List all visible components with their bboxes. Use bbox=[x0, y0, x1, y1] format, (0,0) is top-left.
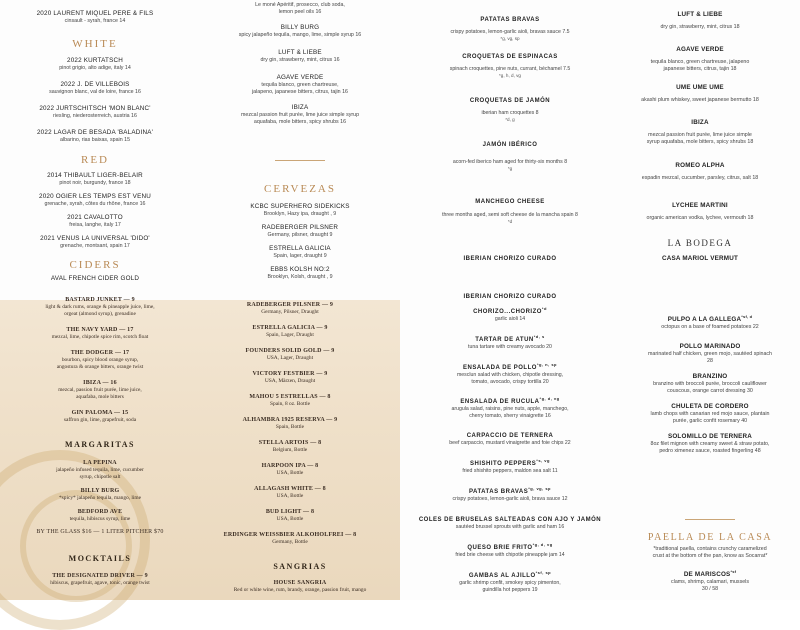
main-desc: 8oz filet mignon with creamy sweet & straw potato, bbox=[650, 441, 770, 448]
tapas-name: IBERIAN CHORIZO CURADO bbox=[463, 294, 557, 300]
tapas-desc: sautéed brussel sprouts with garlic and ham 16 bbox=[455, 524, 565, 530]
beer-name: BUD LIGHT — 8 bbox=[265, 509, 315, 515]
tapas-desc: cherry tomato, sherry vinaigrette 16 bbox=[469, 413, 551, 419]
cervezas-heading: CERVEZAS bbox=[264, 183, 336, 195]
wine-item bbox=[0, 214, 190, 229]
by-glass-price: BY THE GLASS $16 — 1 LITER PITCHER $70 bbox=[36, 529, 164, 535]
wine-name: 2022 LAGAR DE BESADA 'BALADINA' bbox=[36, 129, 154, 136]
beer-name: HARPOON IPA — 8 bbox=[261, 463, 319, 469]
cocktail-desc: Le moné Apéritif, prosecco, club soda, bbox=[255, 2, 345, 8]
cocktail-item bbox=[200, 2, 400, 16]
cocktail-name: THE NAVY YARD — 17 bbox=[66, 327, 134, 333]
beer-name: ERDINGER WEISSBIER ALKOHOLFREI — 8 bbox=[223, 532, 357, 538]
cider-item bbox=[0, 275, 190, 283]
bodega-item bbox=[620, 255, 780, 263]
cocktail-item bbox=[620, 162, 780, 182]
beer-item bbox=[200, 393, 380, 408]
bodega-name: CASA MARIOL VERMUT bbox=[661, 255, 738, 262]
cocktail-name: IBIZA bbox=[691, 119, 709, 126]
cocktail-name: BILLY BURG bbox=[280, 24, 320, 31]
beer-desc: Spain, Lager, Draught bbox=[266, 332, 314, 338]
vintage-cocktail-panel bbox=[0, 297, 200, 600]
beer-desc: USA, Lager, Draught bbox=[266, 355, 314, 361]
tapas-item bbox=[400, 541, 620, 559]
tapas-item bbox=[400, 293, 620, 301]
tapas-desc: acorn-fed iberico ham aged for thirty-six months 8 bbox=[452, 159, 568, 165]
main-desc: 28 bbox=[707, 358, 713, 365]
beer-desc: Belgium, Bottle bbox=[272, 447, 308, 453]
tapas-item bbox=[400, 333, 620, 351]
beer-desc: Brooklyn, Hazy ipa, draught , 9 bbox=[263, 211, 337, 217]
tapas-item bbox=[400, 97, 620, 122]
tapas-item bbox=[400, 569, 620, 594]
beer-item bbox=[200, 203, 400, 218]
cocktail-name: IBIZA — 16 bbox=[83, 380, 117, 386]
cocktail-name: LYCHEE MARTINI bbox=[672, 202, 728, 209]
margarita-item bbox=[0, 508, 200, 523]
cocktail-item bbox=[200, 24, 400, 39]
main-name: CHULETA DE CORDERO bbox=[671, 403, 749, 411]
tapas-item bbox=[400, 395, 620, 420]
wine-name: 2021 CAVALOTTO bbox=[67, 214, 123, 221]
la-bodega-heading: LA BODEGA bbox=[667, 238, 733, 248]
margarita-item bbox=[0, 459, 200, 481]
cocktail-desc: angostura & orange bitters, orange twist bbox=[56, 364, 144, 370]
cocktail-desc: aquafaba, mole bitters bbox=[76, 394, 124, 400]
red-heading: RED bbox=[81, 154, 109, 166]
wine-desc: riesling, niederosterreich, austria 16 bbox=[53, 113, 137, 119]
beer-item bbox=[200, 439, 380, 454]
allergen-codes: *sf, d bbox=[741, 314, 753, 319]
main-desc: marinated half chicken, green mojo, sautéed spinach bbox=[648, 351, 772, 358]
beer-name: STELLA ARTOIS — 8 bbox=[258, 440, 322, 446]
margarita-name: BEDFORD AVE bbox=[77, 509, 123, 515]
tapas-item bbox=[400, 513, 620, 531]
allergen-codes: *g bbox=[507, 166, 513, 171]
sangria-item bbox=[200, 579, 400, 594]
paella-desc: clams, shrimp, calamari, mussels bbox=[671, 579, 749, 586]
cocktail-item bbox=[620, 119, 780, 146]
beer-name: KCBC SUPERHERO SIDEKICKS bbox=[250, 203, 350, 210]
mains-paella-panel bbox=[620, 300, 800, 600]
tapas-item bbox=[400, 255, 620, 263]
cocktail-desc: mezcal, lime, chipotle spice rim, scotch float bbox=[51, 334, 149, 340]
wine-name: 2020 OGIER LES TEMPS EST VENU bbox=[39, 193, 151, 200]
tapas-panel bbox=[400, 0, 620, 300]
allergen-codes: *g, d, vg bbox=[539, 396, 560, 401]
cocktail-item bbox=[200, 74, 400, 96]
main-desc: purée, garlic confit rosemary 40 bbox=[672, 418, 748, 425]
beer-item bbox=[200, 266, 400, 281]
ornament-divider bbox=[275, 160, 325, 161]
beer-desc: Spain, 8 oz. Bottle bbox=[270, 401, 310, 407]
cocktail-desc: aquafaba, mole bitters, spicy shrubs 16 bbox=[253, 119, 347, 125]
tapas-desc: arugula salad, raisins, pine nuts, apple, manchego, bbox=[451, 406, 569, 412]
tapas-desc: fried shishito peppers, maldon sea salt 11 bbox=[462, 468, 558, 474]
ornament-divider bbox=[685, 519, 735, 520]
sangria-name: HOUSE SANGRIA bbox=[273, 580, 327, 586]
allergen-codes: *g, h, d, vg bbox=[499, 73, 521, 78]
wine-desc: albarino, rias baixas, spain 15 bbox=[59, 137, 131, 143]
beer-item bbox=[200, 416, 380, 431]
mocktail-item bbox=[0, 572, 200, 587]
tapas-name: IBERIAN CHORIZO CURADO bbox=[463, 256, 557, 262]
cocktail-name: GIN PALOMA — 15 bbox=[71, 410, 129, 416]
wine-item bbox=[0, 57, 190, 72]
tapas-item bbox=[400, 429, 620, 447]
tapas-desc: garlic shrimp confit, smokey spicy pimenton, bbox=[459, 580, 561, 586]
wine-desc: pinot noir, burgundy, france 18 bbox=[59, 180, 131, 186]
tapas-name: PATATAS BRAVAS bbox=[469, 489, 529, 495]
tapas-name: CARPACCIO DE TERNERA bbox=[466, 433, 554, 439]
cocktail-desc: mezcal, passion fruit purée, lime juice, bbox=[58, 387, 142, 393]
cocktail-name: UME UME UME bbox=[676, 84, 724, 91]
cocktail-name: BASTARD JUNKET — 9 bbox=[65, 297, 135, 303]
main-item bbox=[620, 343, 800, 365]
main-item bbox=[620, 313, 800, 331]
cocktail-name: AGAVE VERDE bbox=[676, 46, 724, 53]
margarita-desc: syrup, chipotle salt bbox=[79, 474, 121, 480]
tapas-desc: three months aged, semi soft cheese de la mancha spain 8 bbox=[442, 212, 578, 218]
wine-desc: freisa, langhe, italy 17 bbox=[69, 222, 121, 228]
beer-item bbox=[200, 224, 400, 239]
wine-desc: pinot grigio, alto adige, italy 14 bbox=[59, 65, 131, 71]
tapas-desc: spinach croquettes, pine nuts, currant, béchamel 7.5 bbox=[449, 66, 571, 72]
cocktail-desc: bourbon, spicy blood orange syrup, bbox=[61, 357, 139, 363]
tapas-item bbox=[400, 141, 620, 171]
wine-name: 2022 J. DE VILLEBOIS bbox=[60, 81, 130, 88]
cocktail-desc: syrup aquafaba, mole bitters, spicy shrubs 18 bbox=[646, 139, 754, 145]
beer-desc: Brooklyn, Kolsh, draught , 9 bbox=[267, 274, 333, 280]
main-desc: branzino with broccoli purée, broccoli cauliflower bbox=[653, 381, 767, 388]
tapas-item bbox=[400, 485, 620, 503]
tapas-name: CROQUETAS DE ESPINACAS bbox=[462, 54, 558, 60]
beer-desc: USA, Bottle bbox=[276, 493, 304, 499]
tapas-name: CROQUETAS DE JAMÓN bbox=[469, 98, 551, 104]
wine-item bbox=[0, 235, 190, 250]
tapas-name: TARTAR DE ATUN bbox=[475, 337, 534, 343]
allergen-codes: *g, vg, sp bbox=[528, 486, 551, 491]
beer-desc: Spain, lager, draught 9 bbox=[273, 253, 327, 259]
tapas-name: PATATAS BRAVAS bbox=[480, 17, 540, 23]
cocktail-desc: light & dark rums, orange & pineapple juice, lime, bbox=[45, 304, 155, 310]
allergen-codes: *g, n, sp bbox=[536, 362, 557, 367]
cocktail-item bbox=[620, 11, 780, 31]
beer-item bbox=[200, 370, 380, 385]
allergen-codes: *d, g bbox=[505, 117, 515, 122]
tapas-name: ENSALADA DE RUCULA bbox=[460, 399, 540, 405]
cocktail-item bbox=[0, 326, 200, 341]
allergen-codes: *g, vg, sp bbox=[500, 36, 520, 41]
beer-desc: USA, Märzen, Draught bbox=[264, 378, 316, 384]
tapas-desc: beef carpaccio, mustard vinaigrette and foie chips 22 bbox=[449, 440, 571, 446]
cocktail-desc: akashi plum whiskey, sweet japanese bermutto 18 bbox=[641, 97, 759, 103]
main-desc: octopus on a base of foamed potatoes 22 bbox=[661, 324, 759, 331]
margarita-desc: jalapeño infused tequila, lime, cucumber bbox=[56, 467, 144, 473]
tapas-item bbox=[400, 361, 620, 386]
paella-name: DE MARISCOS bbox=[683, 571, 731, 579]
beer-name: FOUNDERS SOLID GOLD — 9 bbox=[245, 348, 335, 354]
main-item bbox=[620, 373, 800, 395]
tapas-item bbox=[400, 198, 620, 224]
cocktail-item bbox=[200, 104, 400, 126]
wine-item bbox=[0, 105, 190, 120]
beer-name: EBBS KOLSH NO:2 bbox=[270, 266, 330, 273]
main-item bbox=[620, 433, 800, 455]
cocktail-beer-panel bbox=[200, 0, 400, 300]
cocktail-desc: dry gin, strawberry, mint, citrus 16 bbox=[260, 57, 340, 63]
allergen-codes: *d bbox=[541, 306, 547, 311]
allergen-codes: *d bbox=[507, 219, 513, 224]
vintage-beer-panel bbox=[200, 300, 400, 600]
paella-note: crust at the bottom of the pan, know as Socarrat* bbox=[652, 553, 768, 559]
beer-item bbox=[200, 347, 380, 362]
tapas-name: ENSALADA DE POLLO bbox=[462, 365, 537, 371]
tapas-desc: iberian ham croquettes 8 bbox=[481, 110, 539, 116]
beer-name: ALLAGASH WHITE — 8 bbox=[254, 486, 326, 492]
tapas-desc: garlic aioli 14 bbox=[494, 316, 526, 322]
cocktail-item bbox=[620, 84, 780, 104]
pitcher-pricing bbox=[0, 528, 200, 536]
cocktail-desc: organic american vodka, lychee, vermouth 18 bbox=[646, 215, 754, 221]
beer-desc: USA, Bottle bbox=[276, 516, 304, 522]
wine-menu-panel bbox=[0, 0, 200, 300]
tapas-name: JAMÓN IBÉRICO bbox=[482, 142, 538, 148]
main-name: BRANZINO bbox=[692, 373, 728, 381]
cocktail-name: AGAVE VERDE bbox=[276, 74, 324, 81]
cocktail-item bbox=[0, 349, 200, 371]
margarita-item bbox=[0, 487, 200, 502]
tapas-item bbox=[400, 16, 620, 41]
allergen-codes: *sf bbox=[730, 569, 737, 574]
margarita-name: BILLY BURG bbox=[80, 488, 120, 494]
mocktail-name: THE DESIGNATED DRIVER — 9 bbox=[52, 573, 148, 579]
main-name: SOLOMILLO DE TERNERA bbox=[667, 433, 753, 441]
tapas-desc: crispy potatoes, lemon-garlic aioli, bravas sauce 7.5 bbox=[450, 29, 570, 35]
wine-desc: grenache, montsant, spain 17 bbox=[60, 243, 130, 249]
tapas-name: MANCHEGO CHEESE bbox=[475, 199, 545, 205]
cocktail-name: LUFT & LIEBE bbox=[278, 49, 322, 56]
main-name: PULPO A LA GALLEGA bbox=[667, 316, 742, 324]
wine-desc: grenache, syrah, côtes du rhône, france 16 bbox=[44, 201, 146, 207]
tapas-desc: guindilla hot peppers 19 bbox=[482, 587, 538, 593]
margarita-desc: *spicy* jalapeño tequila, mango, lime bbox=[58, 495, 142, 501]
beer-name: MAHOU 5 ESTRELLAS — 8 bbox=[249, 394, 331, 400]
cocktail-desc: spicy jalapeño tequila, mango, lime, simple syrup 16 bbox=[238, 32, 362, 38]
tapas-desc: tomato, avocado, crispy tortilla 20 bbox=[471, 379, 549, 385]
cocktail-desc: saffron gin, lime, grapefruit, soda bbox=[63, 417, 137, 423]
cocktail-item bbox=[200, 49, 400, 64]
cocktails-bodega-panel bbox=[620, 0, 800, 300]
beer-name: RADEBERGER PILSNER bbox=[261, 224, 339, 231]
tapas-desc: crispy potatoes, lemon-garlic aioli, brava sauce 12 bbox=[452, 496, 568, 502]
main-name: POLLO MARINADO bbox=[679, 343, 741, 351]
beer-desc: Germany, pilsner, draught 9 bbox=[267, 232, 333, 238]
beer-name: ESTRELLA GALICIA — 9 bbox=[252, 325, 328, 331]
tapas-desc: tuna tartare with creamy avocado 20 bbox=[468, 344, 552, 350]
paella-note: *traditional paella, contains crunchy caramelized bbox=[653, 546, 767, 552]
main-item bbox=[620, 403, 800, 425]
cocktail-name: LUFT & LIEBE bbox=[677, 11, 723, 18]
mocktail-desc: hibiscus, grapefruit, agave, tonic, orange twist bbox=[50, 580, 150, 586]
beer-item bbox=[200, 324, 380, 339]
margarita-desc: tequila, hibiscus syrup, lime bbox=[69, 516, 131, 522]
beer-name: ALHAMBRA 1925 RESERVA — 9 bbox=[242, 417, 338, 423]
tapas-name: QUESO BRIE FRITO bbox=[467, 545, 533, 551]
mocktails-heading: MOCKTAILS bbox=[68, 554, 132, 563]
cocktail-item bbox=[0, 296, 200, 318]
tapas-desc: mesclun salad with chicken, chipotle dressing, bbox=[456, 372, 564, 378]
cocktail-name: IBIZA bbox=[291, 104, 309, 111]
cocktail-desc: orgeat (almond syrup), grenadine bbox=[64, 311, 136, 317]
paella-heading: PAELLA DE LA CASA bbox=[647, 532, 773, 543]
cocktail-item bbox=[620, 46, 780, 73]
wine-item bbox=[0, 10, 190, 25]
cocktail-item bbox=[0, 379, 200, 401]
wine-desc: cinsault - syrah, france 14 bbox=[64, 18, 126, 24]
main-desc: pedro ximenez sauce, roasted fingerling 48 bbox=[659, 448, 761, 455]
tapas-item bbox=[400, 53, 620, 78]
wine-name: 2014 THIBAULT LIGER-BELAIR bbox=[47, 172, 143, 179]
cocktail-desc: espadin mezcal, cucumber, parsley, citrus, salt 18 bbox=[641, 175, 759, 181]
wine-name: 2021 VENUS LA UNIVERSAL 'DIDO' bbox=[40, 235, 150, 242]
cocktail-item bbox=[0, 409, 200, 424]
cocktail-desc: dry gin, strawberry, mint, citrus 18 bbox=[660, 24, 740, 30]
margarita-name: LA PEPINA bbox=[83, 460, 117, 466]
tapas-item bbox=[400, 457, 620, 475]
beer-desc: Germany, Pilsner, Draught bbox=[261, 309, 319, 315]
cocktail-desc: lemon peel oils 16 bbox=[278, 9, 322, 15]
allergen-codes: *sf, sp bbox=[535, 570, 552, 575]
beer-name: ESTRELLA GALICIA bbox=[269, 245, 331, 252]
beer-item bbox=[200, 245, 400, 260]
allergen-codes: *s, vg bbox=[536, 458, 550, 463]
sangria-desc: Red or white wine, rum, brandy, orange, passion fruit, mango bbox=[233, 587, 367, 593]
beer-item bbox=[200, 301, 380, 316]
tapas-continued-panel bbox=[400, 294, 620, 600]
main-desc: lamb chops with canarian red mojo sauce, plantain bbox=[650, 411, 770, 418]
allergen-codes: *d, s bbox=[533, 334, 545, 339]
beer-desc: Germany, Bottle bbox=[272, 539, 308, 545]
ciders-heading: CIDERS bbox=[69, 259, 121, 271]
white-heading: WHITE bbox=[72, 38, 118, 50]
wine-item bbox=[0, 193, 190, 208]
beer-item bbox=[200, 531, 380, 546]
tapas-name: SHISHITO PEPPERS bbox=[470, 461, 537, 467]
wine-desc: sauvignon blanc, val de loire, france 16 bbox=[49, 89, 141, 95]
beer-desc: Spain, Bottle bbox=[275, 424, 305, 430]
beer-name: RADEBERGER PILSNER — 9 bbox=[246, 302, 334, 308]
wine-name: 2022 JURTSCHITSCH 'MON BLANC' bbox=[39, 105, 151, 112]
cocktail-desc: mezcal passion fruit purée, lime juice simple syrup bbox=[240, 112, 360, 118]
cocktail-item bbox=[620, 202, 780, 222]
cocktail-desc: jalapeno, japanese bitters, citrus, tajin 16 bbox=[252, 89, 348, 95]
beer-item bbox=[200, 462, 380, 477]
wine-item bbox=[0, 129, 190, 144]
cocktail-desc: tequila blanco, green chartreuse, bbox=[261, 82, 339, 88]
tapas-name: GAMBAS AL AJILLO bbox=[468, 573, 536, 579]
beer-item bbox=[200, 508, 380, 523]
cocktail-name: THE DODGER — 17 bbox=[70, 350, 130, 356]
beer-item bbox=[200, 485, 380, 500]
cider-name: AVAL FRENCH CIDER GOLD bbox=[50, 275, 140, 282]
beer-name: VICTORY FESTBIER — 9 bbox=[252, 371, 328, 377]
wine-name: 2022 KURTATSCH bbox=[67, 57, 123, 64]
main-desc: couscous, orange carrot dressing 30 bbox=[667, 388, 753, 395]
beer-desc: USA, Bottle bbox=[276, 470, 304, 476]
paella-item bbox=[620, 568, 800, 593]
tapas-name: COLES DE BRUSELAS SALTEADAS CON AJO Y JAMÓN bbox=[418, 517, 602, 523]
margaritas-heading: MARGARITAS bbox=[65, 440, 135, 449]
wine-item bbox=[0, 172, 190, 187]
tapas-desc: fried brie cheese with chipotle pineapple jam 14 bbox=[455, 552, 565, 558]
sangrias-heading: SANGRIAS bbox=[273, 562, 327, 571]
wine-name: 2020 LAURENT MIQUEL PERE & FILS bbox=[36, 10, 154, 17]
tapas-item bbox=[400, 305, 620, 323]
paella-price: 30 / 58 bbox=[701, 586, 719, 593]
wine-item bbox=[0, 81, 190, 96]
cocktail-desc: tequila blanco, green chartreuse, jalapeno bbox=[650, 59, 750, 65]
cocktail-desc: mezcal passion fruit purée, lime juice simple bbox=[648, 132, 752, 138]
allergen-codes: *g, d, vg bbox=[532, 542, 553, 547]
tapas-name: CHORIZO...CHORIZO bbox=[473, 309, 542, 315]
cocktail-desc: japanese bitters, citrus, tajin 18 bbox=[663, 66, 737, 72]
cocktail-name: ROMEO ALPHA bbox=[675, 162, 725, 169]
